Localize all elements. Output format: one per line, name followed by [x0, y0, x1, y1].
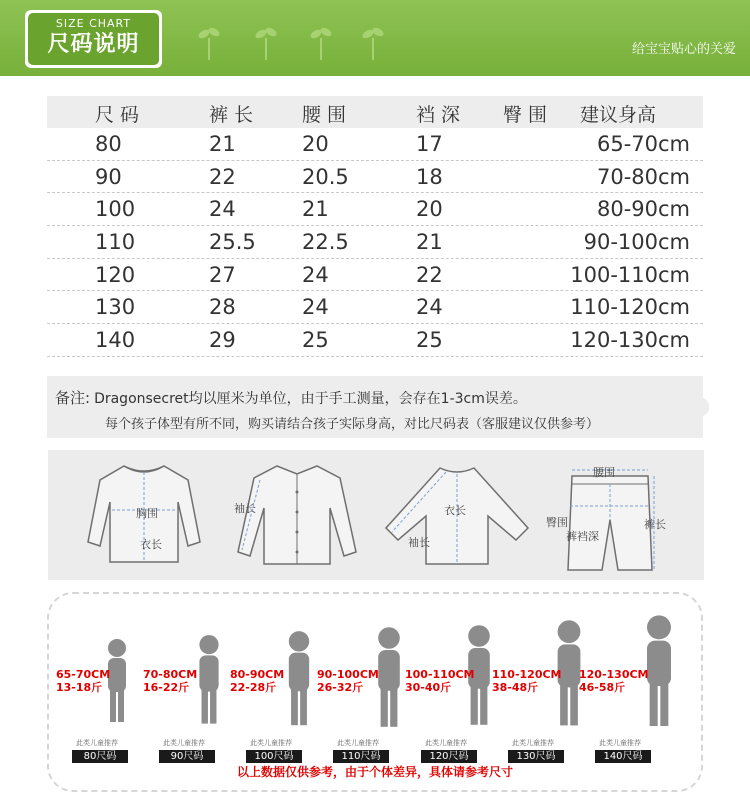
- kid-height: 70-80CM: [143, 668, 198, 681]
- recommend-caption: 此类儿童推荐: [512, 739, 554, 747]
- kid-card: [317, 614, 397, 764]
- kids-size-recommendation: [47, 592, 703, 792]
- table-cell: 80-90cm: [596, 197, 690, 222]
- kid-weight: 26-32斤: [317, 681, 364, 694]
- column-header: 臀 围: [503, 104, 548, 126]
- kid-weight: 30-40斤: [405, 681, 452, 694]
- sleeve-label: 袖长: [234, 502, 256, 515]
- table-cell: 100-110cm: [570, 262, 690, 287]
- table-cell: 130: [95, 295, 136, 320]
- table-row: [47, 291, 703, 324]
- size-tag: 90尺码: [159, 750, 215, 763]
- table-cell: 25: [302, 328, 329, 353]
- table-cell: 21: [302, 197, 329, 222]
- table-cell: 80: [95, 132, 122, 156]
- table-cell: 28: [209, 295, 236, 320]
- table-cell: 110: [95, 230, 136, 255]
- table-cell: 25: [416, 328, 443, 353]
- table-row: [47, 128, 703, 161]
- header-slogan: 给宝宝贴心的关爱: [631, 42, 736, 57]
- table-cell: 24: [302, 295, 329, 320]
- sprout-icon: [310, 20, 332, 60]
- size-tag: 100尺码: [246, 750, 302, 763]
- table-cell: 18: [416, 164, 443, 189]
- table-cell: 27: [209, 262, 236, 287]
- waist-label: 腰围: [593, 466, 615, 479]
- kid-height: 90-100CM: [317, 668, 379, 681]
- size-chart-badge: [25, 10, 162, 68]
- kid-weight: 38-48斤: [492, 681, 539, 694]
- kid-height: 110-120CM: [492, 668, 562, 681]
- table-cell: 22.5: [302, 230, 349, 255]
- kid-card: [405, 614, 485, 764]
- sprout-icon: [362, 20, 384, 60]
- recommend-caption: 此类儿童推荐: [425, 739, 467, 747]
- column-header: 建议身高: [580, 104, 657, 126]
- table-cell: 70-80cm: [596, 164, 690, 189]
- pants-length-label: 裤长: [644, 518, 666, 531]
- sprout-icon: [198, 20, 220, 60]
- recommend-caption: 此类儿童推荐: [76, 739, 118, 747]
- table-cell: 22: [416, 262, 443, 287]
- table-row: [47, 324, 703, 357]
- hip-label: 臀围: [546, 516, 568, 529]
- kid-card: [492, 614, 572, 764]
- table-row: [47, 259, 703, 292]
- table-cell: 110-120cm: [570, 295, 690, 320]
- child-silhouette-icon: [282, 630, 316, 732]
- length-label: 衣长: [140, 538, 162, 551]
- kid-card: [56, 614, 136, 764]
- kid-weight: 22-28斤: [230, 681, 277, 694]
- column-header: 裆 深: [416, 104, 461, 126]
- kid-height: 65-70CM: [56, 668, 111, 681]
- child-silhouette-icon: [193, 634, 225, 730]
- table-cell: 21: [416, 230, 443, 255]
- chest-label: 胸围: [136, 507, 158, 520]
- table-cell: 20.5: [302, 164, 349, 189]
- recommend-caption: 此类儿童推荐: [250, 739, 292, 747]
- table-cell: 20: [416, 197, 443, 222]
- kid-height: 100-110CM: [405, 668, 475, 681]
- table-header-row: [47, 96, 703, 128]
- size-tag: 130尺码: [508, 750, 564, 763]
- table-cell: 29: [209, 328, 236, 353]
- measurement-diagrams: [48, 450, 704, 580]
- measurement-note: [47, 376, 703, 438]
- length-label: 衣长: [444, 504, 466, 517]
- header-banner: [0, 0, 750, 76]
- table-row: [47, 226, 703, 259]
- kid-weight: 46-58斤: [579, 681, 626, 694]
- table-cell: 100: [95, 197, 136, 222]
- note-label: 备注:: [55, 389, 91, 407]
- recommend-caption: 此类儿童推荐: [163, 739, 205, 747]
- table-cell: 120: [95, 262, 136, 287]
- child-silhouette-icon: [102, 638, 132, 728]
- column-header: 腰 围: [302, 104, 347, 126]
- kid-height: 80-90CM: [230, 668, 285, 681]
- size-tag: 80尺码: [72, 750, 128, 763]
- kid-card: [230, 614, 310, 764]
- note-line-2: 每个孩子体型有所不同，购买请结合孩子实际身高，对比尺码表（客服建议仅供参考）: [105, 417, 600, 432]
- rise-label: 裤裆深: [566, 530, 599, 543]
- table-cell: 20: [302, 132, 329, 156]
- table-cell: 17: [416, 132, 443, 156]
- table-cell: 24: [416, 295, 443, 320]
- kid-weight: 16-22斤: [143, 681, 190, 694]
- table-cell: 24: [209, 197, 236, 222]
- note-tab-decoration: [697, 398, 709, 416]
- note-line-1: Dragonsecret均以厘米为单位，由于手工测量，会存在1-3cm误差。: [94, 391, 527, 407]
- table-row: [47, 193, 703, 226]
- size-table: [47, 96, 703, 357]
- kid-card: [143, 614, 223, 764]
- kid-height: 120-130CM: [579, 668, 649, 681]
- recommend-caption: 此类儿童推荐: [337, 739, 379, 747]
- column-header: 裤 长: [209, 104, 254, 126]
- table-cell: 90-100cm: [583, 230, 690, 255]
- table-cell: 90: [95, 164, 122, 189]
- table-cell: 21: [209, 132, 236, 156]
- kid-weight: 13-18斤: [56, 681, 103, 694]
- recommend-caption: 此类儿童推荐: [599, 739, 641, 747]
- size-tag: 120尺码: [421, 750, 477, 763]
- badge-english-title: SIZE CHART: [55, 17, 132, 30]
- table-cell: 65-70cm: [596, 132, 690, 156]
- size-tag: 110尺码: [333, 750, 389, 763]
- badge-chinese-title: 尺码说明: [47, 32, 140, 57]
- table-cell: 22: [209, 164, 236, 189]
- disclaimer-footer: 以上数据仅供参考，由于个体差异，具体请参考尺寸: [236, 765, 513, 779]
- sprout-icon: [255, 20, 277, 60]
- column-header: 尺 码: [95, 104, 140, 126]
- kid-card: [579, 614, 659, 764]
- size-tag: 140尺码: [595, 750, 651, 763]
- table-cell: 25.5: [209, 230, 256, 255]
- sleeve-label: 袖长: [408, 536, 430, 549]
- table-cell: 24: [302, 262, 329, 287]
- table-cell: 140: [95, 328, 136, 353]
- table-cell: 120-130cm: [570, 328, 690, 353]
- table-row: [47, 161, 703, 194]
